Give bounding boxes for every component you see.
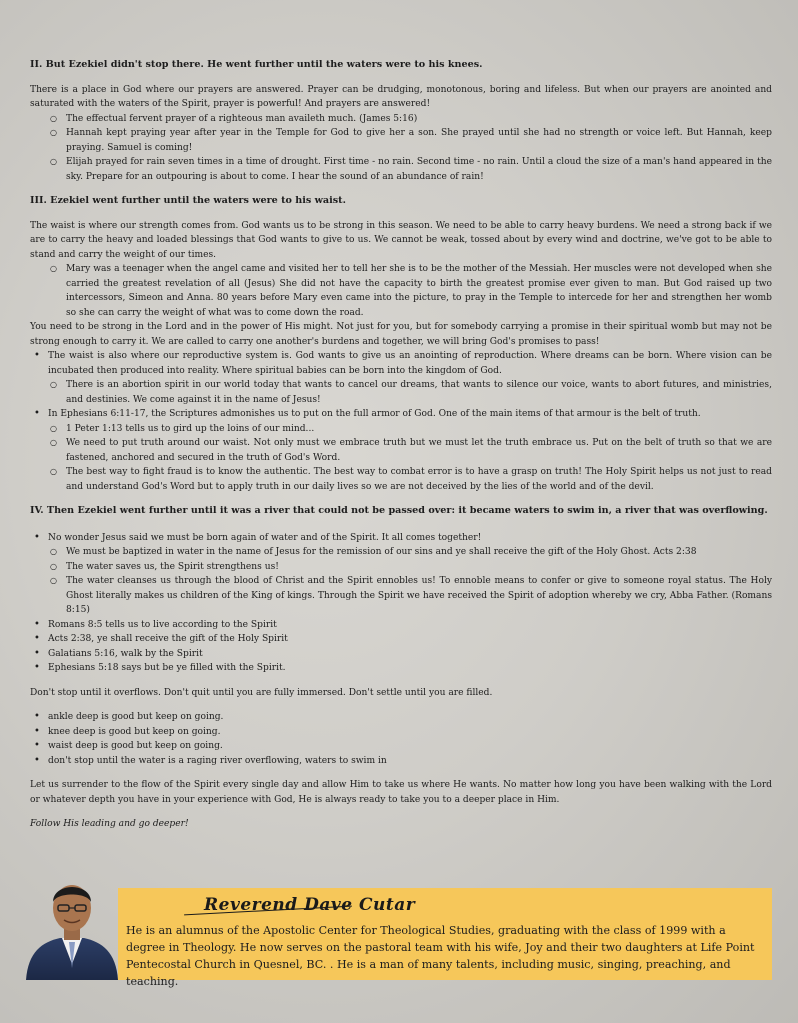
list-item: ○ The effectual fervent prayer of a righteous man availeth much. (James 5:16) bbox=[30, 112, 772, 127]
ephesians-bullet-list bbox=[30, 407, 772, 422]
list-item: • Romans 8:5 tells us to live according to the Spirit bbox=[30, 618, 772, 633]
section-3-heading: III. Ezekiel went further until the waters were to his waist. bbox=[30, 195, 346, 206]
abortion-point-list bbox=[30, 378, 772, 407]
scripture-refs bbox=[30, 618, 772, 676]
author-signature: Reverend Dave Cutar bbox=[204, 895, 416, 915]
list-item bbox=[30, 349, 772, 378]
list-item: ○ 1 Peter 1:13 tells us to gird up the loins of our mind... bbox=[30, 422, 772, 437]
depth-list bbox=[30, 710, 772, 768]
mary-point-list bbox=[30, 262, 772, 320]
list-item: ○ Mary was a teenager when the angel came and visited her to tell her she is to be the mother of the Messiah. Her muscles were not developed when she carried the greatest revelation of all (Jesus) She did not have the capacity to birth the greatest promise ever given to man. But God raised up two intercessors, Simeon and Anna. 80 years before Mary even came into the picture, to pray in the Temple to intercede for her and strengthen her womb so she can carry the weight of what was to come down the road. bbox=[30, 262, 772, 320]
author-bio-panel bbox=[20, 886, 772, 988]
list-item: • No wonder Jesus said we must be born again of water and of the Spirit. It all comes together! bbox=[30, 531, 772, 546]
section-2-points bbox=[30, 112, 772, 185]
list-item: ○ The best way to fight fraud is to know the authentic. The best way to combat error is to have a grasp on truth! The Holy Spirit helps us not just to read and understand God's Word but to apply truth in our daily lives so we are not deceived by the lies of the world and of the devil. bbox=[30, 465, 772, 494]
section-3-intro: The waist is where our strength comes from. God wants us to be strong in this season. We need to be able to carry heavy burdens. We need a strong back if we are to carry the heavy and loaded blessings that God wants to give to us. We cannot be weak, tossed about by every wind and doctrine, we've got to be able to stand and carry the weight of our times. bbox=[30, 220, 772, 260]
list-item: ○ We need to put truth around our waist. Not only must we embrace truth but we must let the truth embrace us. Put on the belt of truth so that we are fastened, anchored and secured in the truth of God's Word. bbox=[30, 436, 772, 465]
list-item: ○ There is an abortion spirit in our world today that wants to cancel our dreams, that wants to silence our voice, wants to abort futures, and ministries, and destinies. We come against it in the name of Jesus! bbox=[30, 378, 772, 407]
bio-box bbox=[118, 888, 772, 988]
closing-line: Follow His leading and go deeper! bbox=[30, 819, 189, 829]
list-item: • don't stop until the water is a raging river overflowing, waters to swim in bbox=[30, 754, 772, 769]
list-item: • knee deep is good but keep on going. bbox=[30, 725, 772, 740]
reproductive-text: The waist is also where our reproductive system is. God wants to give us an anointing of reproduction. Where dreams can be born. Where vision can be incubated then produced into reality. Where spiritual babies can be born into the kingdom of God. bbox=[48, 351, 772, 376]
list-item: • Ephesians 5:18 says but be ye filled with the Spirit. bbox=[30, 661, 772, 676]
surrender-text: Let us surrender to the flow of the Spirit every single day and allow Him to take us where He wants. No matter how long you have been walking with the Lord or whatever depth you have in your experience with God, He is always ready to take you to a deeper place in Him. bbox=[30, 780, 772, 805]
born-again-points bbox=[30, 545, 772, 618]
article-body bbox=[30, 58, 772, 832]
list-item: • In Ephesians 6:11-17, the Scriptures admonishes us to put on the full armor of God. One of the main items of that armour is the belt of truth. bbox=[30, 407, 772, 422]
section-2-heading: II. But Ezekiel didn't stop there. He went further until the waters were to his knees. bbox=[30, 59, 483, 70]
dont-stop-text: Don't stop until it overflows. Don't quit until you are fully immersed. Don't settle until you are filled. bbox=[30, 687, 493, 698]
list-item: • ankle deep is good but keep on going. bbox=[30, 710, 772, 725]
list-item: • waist deep is good but keep on going. bbox=[30, 739, 772, 754]
author-bio-text: He is an alumnus of the Apostolic Center for Theological Studies, graduating with the class of 1999 with a degree in Theology. He now serves on the pastoral team with his wife, Joy and their two daughters at Life Point Pentecostal Church in Quesnel, BC. . He is a man of many talents, including music, singing, preaching, and teaching. bbox=[126, 924, 755, 988]
section-3-strong: You need to be strong in the Lord and in the power of His might. Not just for you, but for somebody carrying a promise in their spiritual womb but may not be strong enough to carry it. We are called to carry one another's burdens and together, we will bring God's promises to pass! bbox=[30, 322, 772, 347]
born-again-list bbox=[30, 531, 772, 546]
list-item: ○ The water saves us, the Spirit strengthens us! bbox=[30, 560, 772, 575]
author-portrait-icon bbox=[20, 868, 124, 980]
list-item: • Acts 2:38, ye shall receive the gift of the Holy Spirit bbox=[30, 632, 772, 647]
list-item: ○ Hannah kept praying year after year in the Temple for God to give her a son. She prayed until she had no strength or voice left. But Hannah, keep praying. Samuel is coming! bbox=[30, 126, 772, 155]
truth-points bbox=[30, 422, 772, 495]
list-item: ○ We must be baptized in water in the name of Jesus for the remission of our sins and ye shall receive the gift of the Holy Ghost. Acts 2:38 bbox=[30, 545, 772, 560]
list-item: ○ Elijah prayed for rain seven times in a time of drought. First time - no rain. Second time - no rain. Until a cloud the size of a man's hand appeared in the sky. Prepare for an outpouring is about to come. I hear the sound of an abundance of rain! bbox=[30, 155, 772, 184]
section-3-bullets bbox=[30, 349, 772, 378]
list-item: ○ The water cleanses us through the blood of Christ and the Spirit ennobles us! To ennoble means to confer or give to someone royal status. The Holy Ghost literally makes us children of the King of kings. Through the Spirit we have received the Spirit of adoption whereby we cry, Abba Father. (Romans 8:15) bbox=[30, 574, 772, 618]
section-2-intro: There is a place in God where our prayers are answered. Prayer can be drudging, monotonous, boring and lifeless. But when our prayers are anointed and saturated with the waters of the Spirit, prayer is powerful! And prayers are answered! bbox=[30, 84, 772, 109]
section-4-heading: IV. Then Ezekiel went further until it was a river that could not be passed over: it became waters to swim in, a river that was overflowing. bbox=[30, 505, 768, 516]
list-item: • Galatians 5:16, walk by the Spirit bbox=[30, 647, 772, 662]
